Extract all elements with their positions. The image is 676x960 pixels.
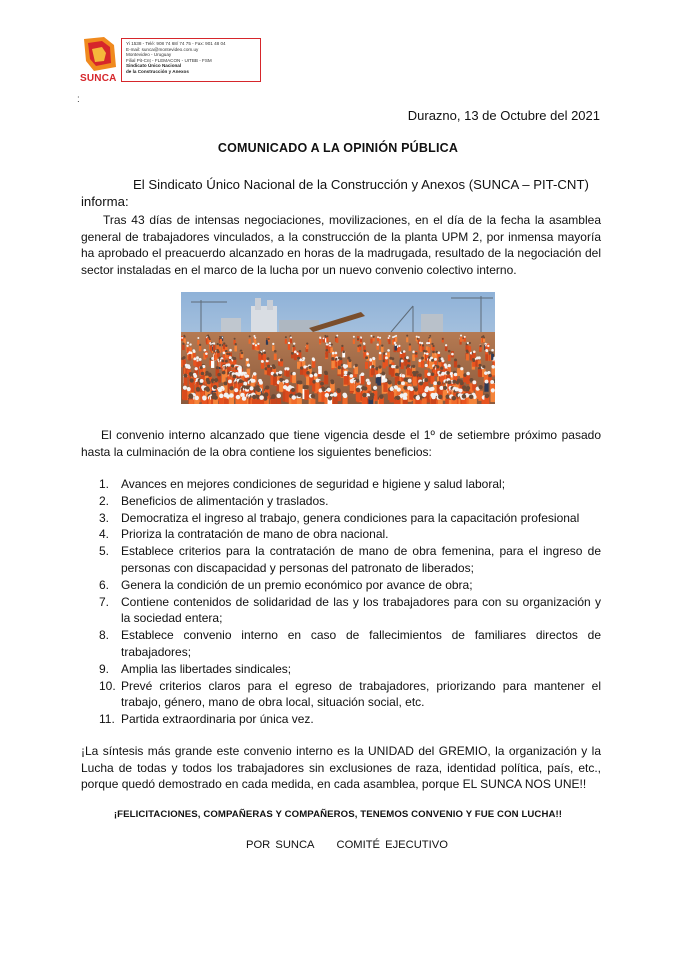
signature-por-sunca: POR SUNCA [246,839,315,851]
benefit-number: 10. [99,678,116,693]
benefit-text: Establece criterios para la contratación de mano de obra femenina, para el ingreso de personas con discapacidad y personas del patronato de liberados; [121,544,601,575]
stray-colon: : [77,94,80,105]
benefit-number: 4. [99,527,110,542]
benefit-number: 9. [99,661,110,676]
benefit-text: Democratiza el ingreso al trabajo, genera condiciones para la capacitación profesional [121,510,580,525]
benefits-list [81,476,601,728]
assembly-crowd-photo [181,292,495,404]
letterhead-info [121,38,261,82]
closing-paragraph: ¡La síntesis más grande este convenio interno es la UNIDAD del GREMIO, la organización y la Lucha de todas y todos los trabajadores sin exclusiones de raza, identidad política, país, etc., porque quedó demostrado en cada medida, en cada asamblea, porque EL SUNCA NOS UNE!! [81,744,601,792]
letterhead-line: Filial Pit-Cnt - FLEMACON - UITBB - FSM [126,57,212,63]
congratulations-line: ¡FELICITACIONES, COMPAÑERAS Y COMPAÑEROS, TENEMOS CONVENIO Y FUE CON LUCHA!! [113,809,563,820]
benefit-item [81,594,601,628]
benefit-text: Partida extraordinaria por única vez. [121,712,314,727]
document-title: COMUNICADO A LA OPINIÓN PÚBLICA [217,141,459,155]
body-paragraph-1: Tras 43 días de intensas negociaciones, movilizaciones, en el día de la fecha la asamblea general de trabajadores vinculados, a la construcción de la planta UPM 2, por inmensa mayoría ha aprobado el preacuerdo alcanzado en horas de la madrugada, resultado de la negociación del sector instaladas en el marco de la lucha por un nuevo convenio colectivo interno. [81,213,601,277]
benefit-number: 2. [99,493,110,508]
document-date: Durazno, 13 de Octubre del 2021 [407,108,600,123]
benefit-item [81,577,601,594]
benefit-number: 5. [99,544,110,559]
intro-paragraph: El Sindicato Único Nacional de la Construcción y Anexos (SUNCA – PIT-CNT) informa: [81,177,589,209]
letterhead-line: Sindicato Único Nacional [126,63,182,69]
signature-comite: COMITÉ EJECUTIVO [336,839,448,851]
letterhead-line: Montevideo - Uruguay [126,52,172,58]
benefit-number: 3. [99,510,110,525]
benefit-item [81,493,601,510]
benefit-number: 8. [99,628,110,643]
body-paragraph-2: El convenio interno alcanzado que tiene vigencia desde el 1º de setiembre próximo pasado hasta la culminación de la obra contiene los siguientes beneficios: [81,428,601,459]
benefit-item [81,711,601,728]
benefit-item [81,510,601,527]
benefit-text: Genera la condición de un premio económico por avance de obra; [121,577,473,592]
benefit-item [81,661,601,678]
signature-line [246,839,470,851]
benefit-item [81,678,601,712]
letterhead-line: de la Construcción y Anexos [126,68,189,74]
benefit-item [81,476,601,493]
benefit-text: Prevé criterios claros para el egreso de trabajadores, priorizando para mantener el trabajo, género, mano de obra local, situación social, etc. [121,678,601,710]
benefit-text: Establece convenio interno en caso de fallecimientos de familiares directos de trabajadores; [121,628,601,659]
letterhead-line: Yi 1538 - Telé: 908 74 68/ 74 75 - Fax: 901 48 04 [126,41,226,46]
benefit-number: 11. [99,712,115,727]
benefit-text: Amplia las libertades sindicales; [121,661,292,676]
benefit-number: 7. [99,594,110,609]
benefit-text: Beneficios de alimentación y traslados. [121,493,329,508]
benefit-text: Avances en mejores condiciones de seguridad e higiene y salud laboral; [121,477,506,491]
benefit-item [81,526,601,543]
benefit-number: 6. [99,577,110,592]
letterhead-line: E-mail: sunca@montevideo.com.uy [126,46,199,52]
benefit-text: Prioriza la contratación de mano de obra nacional. [121,527,389,542]
logo-text: SUNCA [80,73,117,84]
benefit-number: 1. [99,477,110,491]
benefit-text: Contiene contenidos de solidaridad de las y los trabajadores para con su organización y la sociedad entera; [121,594,601,626]
benefit-item [81,627,601,661]
benefit-item [81,543,601,577]
